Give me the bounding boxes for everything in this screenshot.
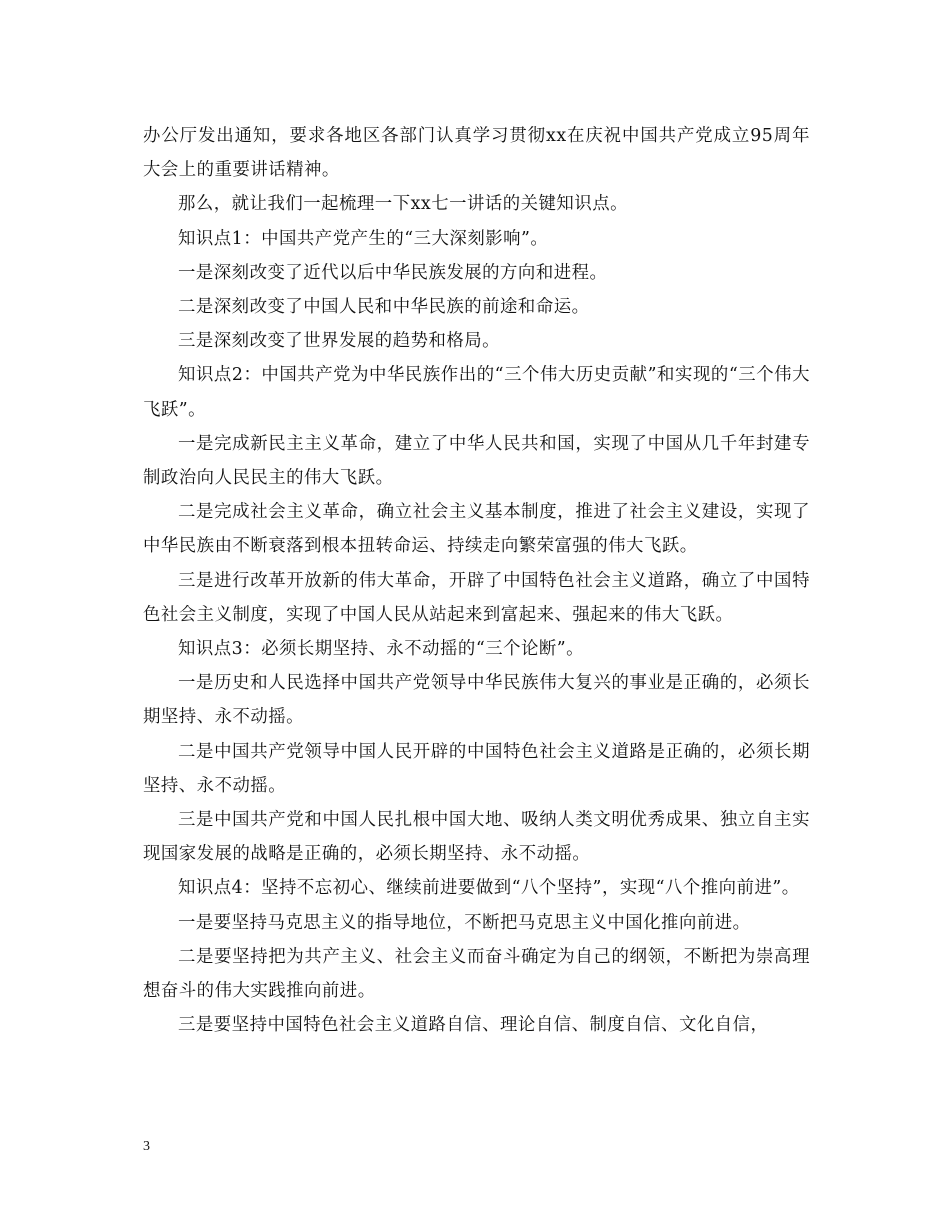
- paragraph: 那么，就让我们一起梳理一下xx七一讲话的关键知识点。: [178, 194, 628, 215]
- page-number: 3: [143, 1139, 150, 1154]
- document-body: [143, 119, 810, 1042]
- paragraph: 二是完成社会主义革命，确立社会主义基本制度，推进了社会主义建设，实现了中华民族由不断衰落到根本扭转命运、持续走向繁荣富强的伟大飞跃。: [143, 502, 810, 557]
- paragraph: 三是进行改革开放新的伟大革命，开辟了中国特色社会主义道路，确立了中国特色社会主义制度，实现了中国人民从站起来到富起来、强起来的伟大飞跃。: [143, 570, 810, 625]
- paragraph: 知识点4：坚持不忘初心、继续前进要做到“八个坚持”，实现“八个推向前进”。: [178, 878, 800, 899]
- paragraph: 知识点2：中国共产党为中华民族作出的“三个伟大历史贡献”和实现的“三个伟大飞跃”。: [143, 365, 810, 420]
- paragraph: 二是要坚持把为共产主义、社会主义而奋斗确定为自己的纲领，不断把为崇高理想奋斗的伟大实践推向前进。: [143, 946, 810, 1002]
- paragraph: 一是完成新民主主义革命，建立了中华人民共和国，实现了中国从几千年封建专制政治向人民民主的伟大飞跃。: [143, 433, 810, 489]
- paragraph: 知识点3：必须长期坚持、永不动摇的“三个论断”。: [178, 639, 585, 660]
- paragraph: 三是中国共产党和中国人民扎根中国大地、吸纳人类文明优秀成果、独立自主实现国家发展的战略是正确的，必须长期坚持、永不动摇。: [143, 810, 810, 865]
- paragraph: 二是中国共产党领导中国人民开辟的中国特色社会主义道路是正确的，必须长期坚持、永不动摇。: [143, 741, 810, 796]
- paragraph: 三是深刻改变了世界发展的趋势和格局。: [178, 331, 501, 352]
- paragraph: 办公厅发出通知，要求各地区各部门认真学习贯彻xx在庆祝中国共产党成立95周年大会上的重要讲话精神。: [143, 126, 810, 181]
- paragraph: 一是要坚持马克思主义的指导地位，不断把马克思主义中国化推向前进。: [178, 912, 751, 933]
- paragraph: 三是要坚持中国特色社会主义道路自信、理论自信、制度自信、文化自信，: [178, 1015, 769, 1036]
- paragraph: 二是深刻改变了中国人民和中华民族的前途和命运。: [178, 297, 590, 318]
- paragraph: 一是历史和人民选择中国共产党领导中华民族伟大复兴的事业是正确的，必须长期坚持、永不动摇。: [143, 673, 810, 728]
- paragraph: 知识点1：中国共产党产生的“三大深刻影响”。: [178, 228, 549, 249]
- paragraph: 一是深刻改变了近代以后中华民族发展的方向和进程。: [178, 262, 608, 283]
